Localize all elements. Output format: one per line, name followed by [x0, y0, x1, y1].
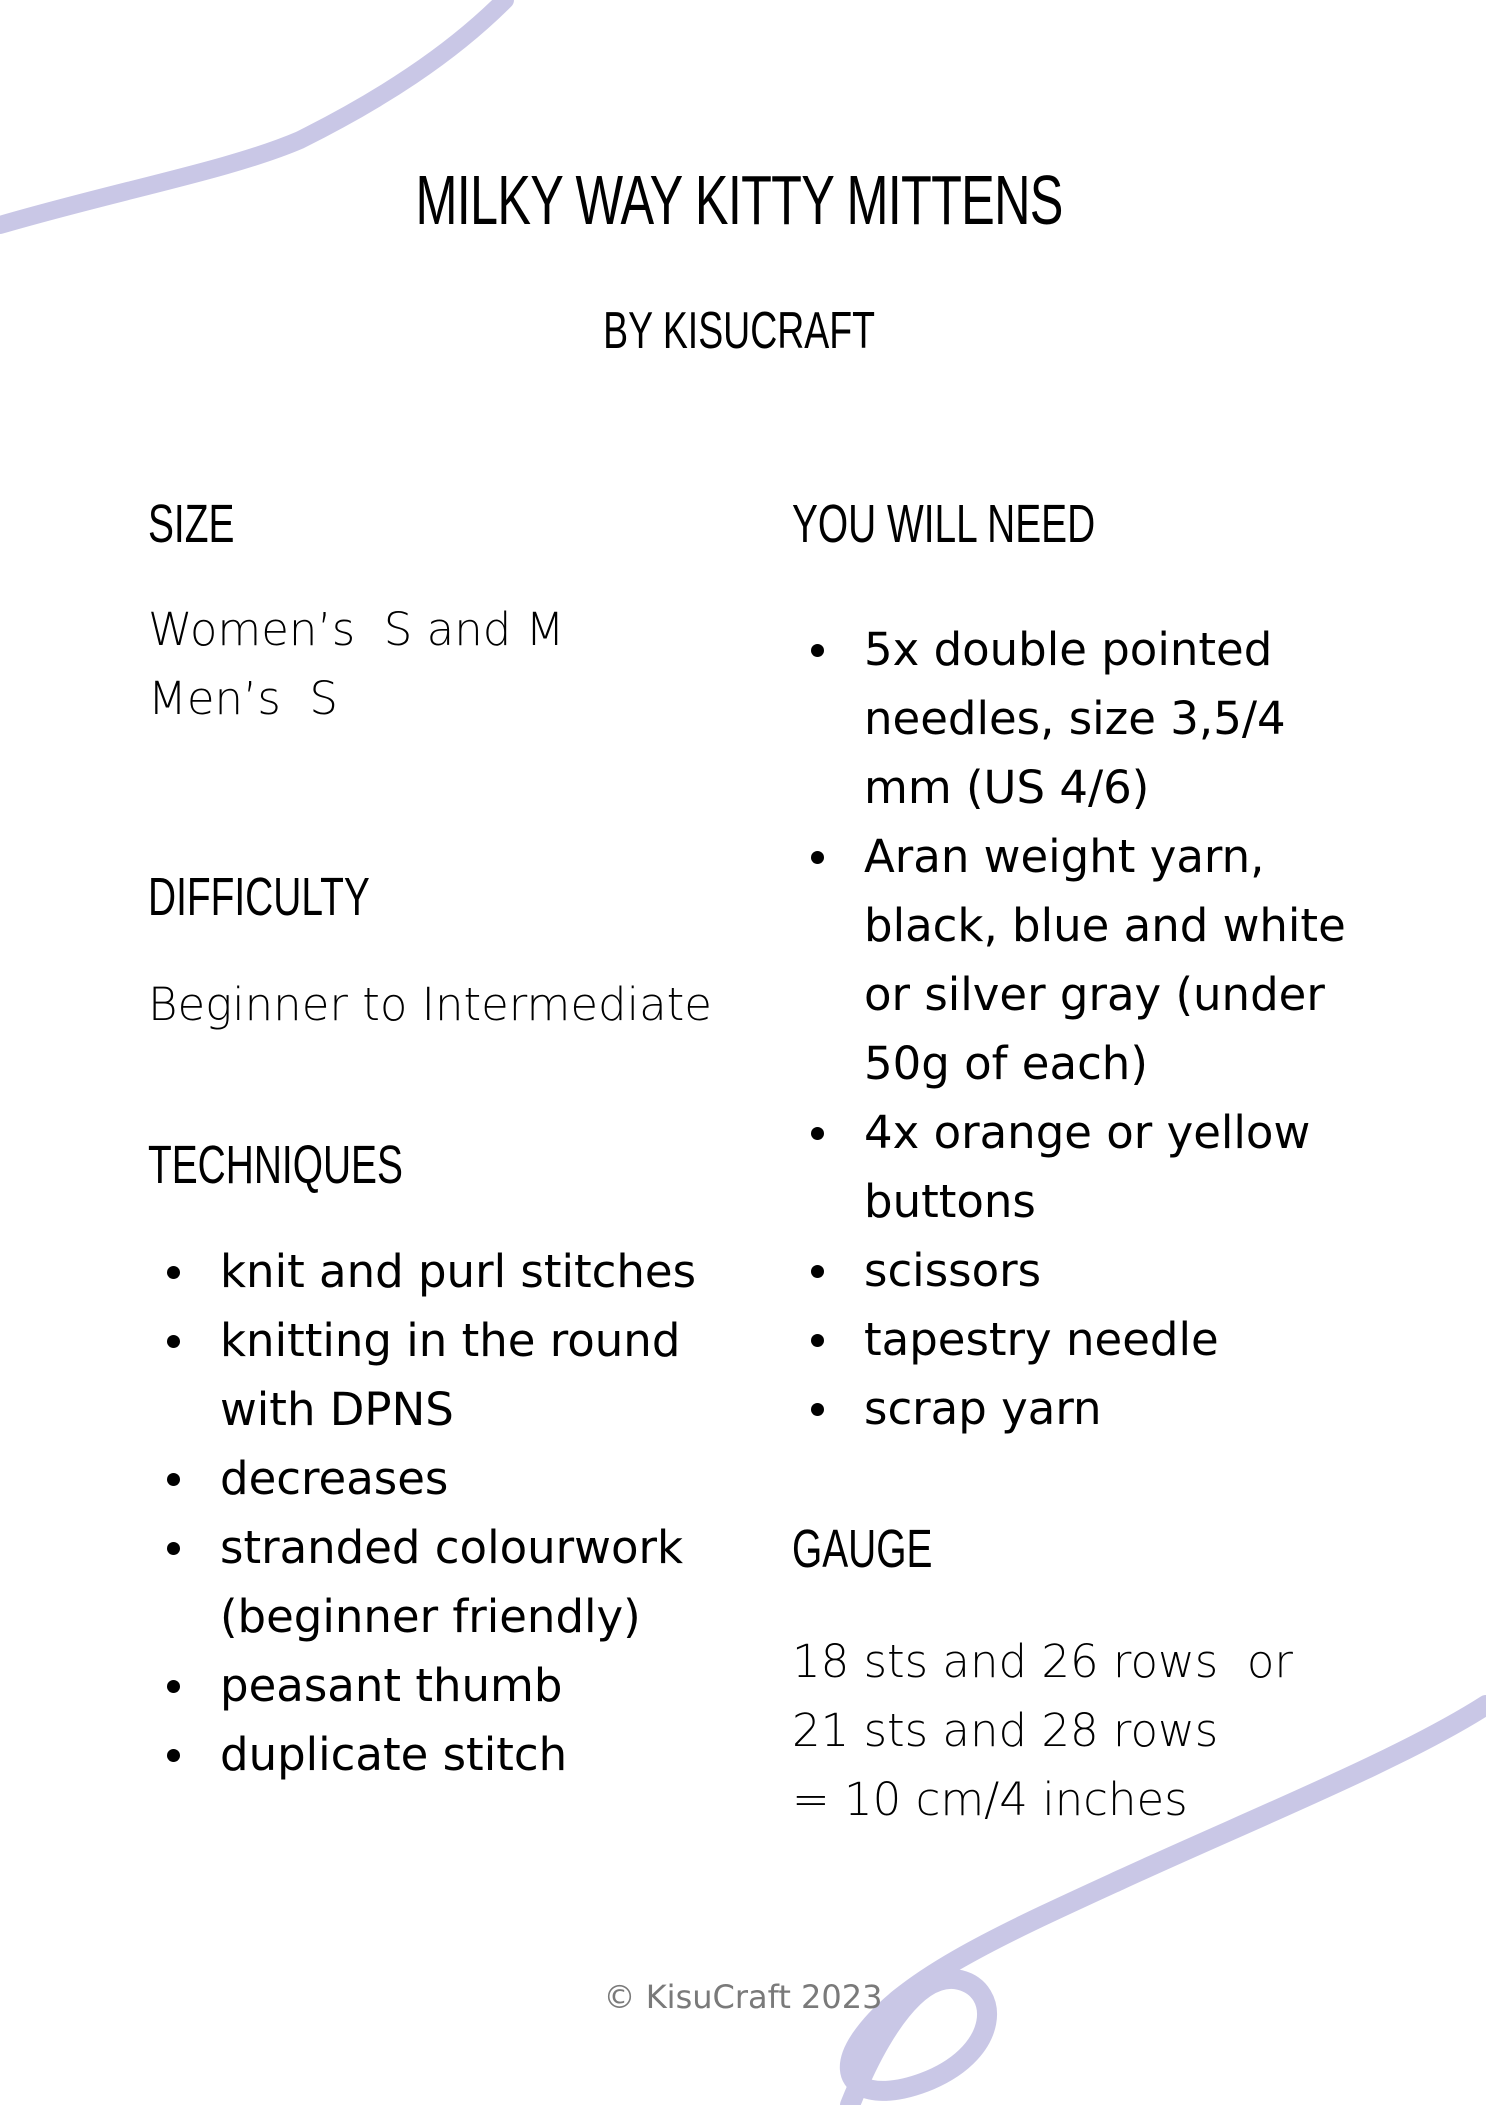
list-item: peasant thumb [148, 1651, 708, 1720]
you-will-need-heading: YOU WILL NEED [792, 494, 1096, 554]
list-item: knit and purl stitches [148, 1237, 708, 1306]
gauge-info [792, 1627, 1293, 1834]
techniques-list [148, 1237, 708, 1789]
gauge-line: 21 sts and 28 rows [792, 1704, 1219, 1757]
size-line: Men’s S [148, 672, 338, 725]
list-item: duplicate stitch [148, 1720, 708, 1789]
size-heading: SIZE [148, 494, 235, 554]
difficulty-text: Beginner to Intermediate [148, 978, 712, 1031]
byline: BY KISUCRAFT [603, 302, 876, 360]
list-item: stranded colourwork (beginner friendly) [148, 1513, 708, 1651]
gauge-line: 18 sts and 26 rows or [792, 1635, 1293, 1688]
size-line: Women’s S and M [148, 603, 565, 656]
list-item: scissors [792, 1236, 1352, 1305]
gauge-line: = 10 cm/4 inches [792, 1773, 1188, 1826]
list-item: knitting in the round with DPNS [148, 1306, 708, 1444]
list-item: 4x orange or yellow buttons [792, 1098, 1352, 1236]
gauge-heading: GAUGE [792, 1519, 933, 1579]
list-item: Aran weight yarn, black, blue and white or silver gray (under 50g of each) [792, 822, 1352, 1098]
copyright-footer: © KisuCraft 2023 [603, 1978, 883, 2016]
list-item: scrap yarn [792, 1374, 1352, 1443]
size-info [148, 595, 564, 733]
page-title: MILKY WAY KITTY MITTENS [415, 161, 1063, 239]
list-item: tapestry needle [792, 1305, 1352, 1374]
list-item: 5x double pointed needles, size 3,5/4 mm (US 4/6) [792, 615, 1352, 822]
difficulty-heading: DIFFICULTY [148, 867, 370, 927]
list-item: decreases [148, 1444, 708, 1513]
techniques-heading: TECHNIQUES [148, 1135, 403, 1195]
supplies-list [792, 615, 1352, 1443]
